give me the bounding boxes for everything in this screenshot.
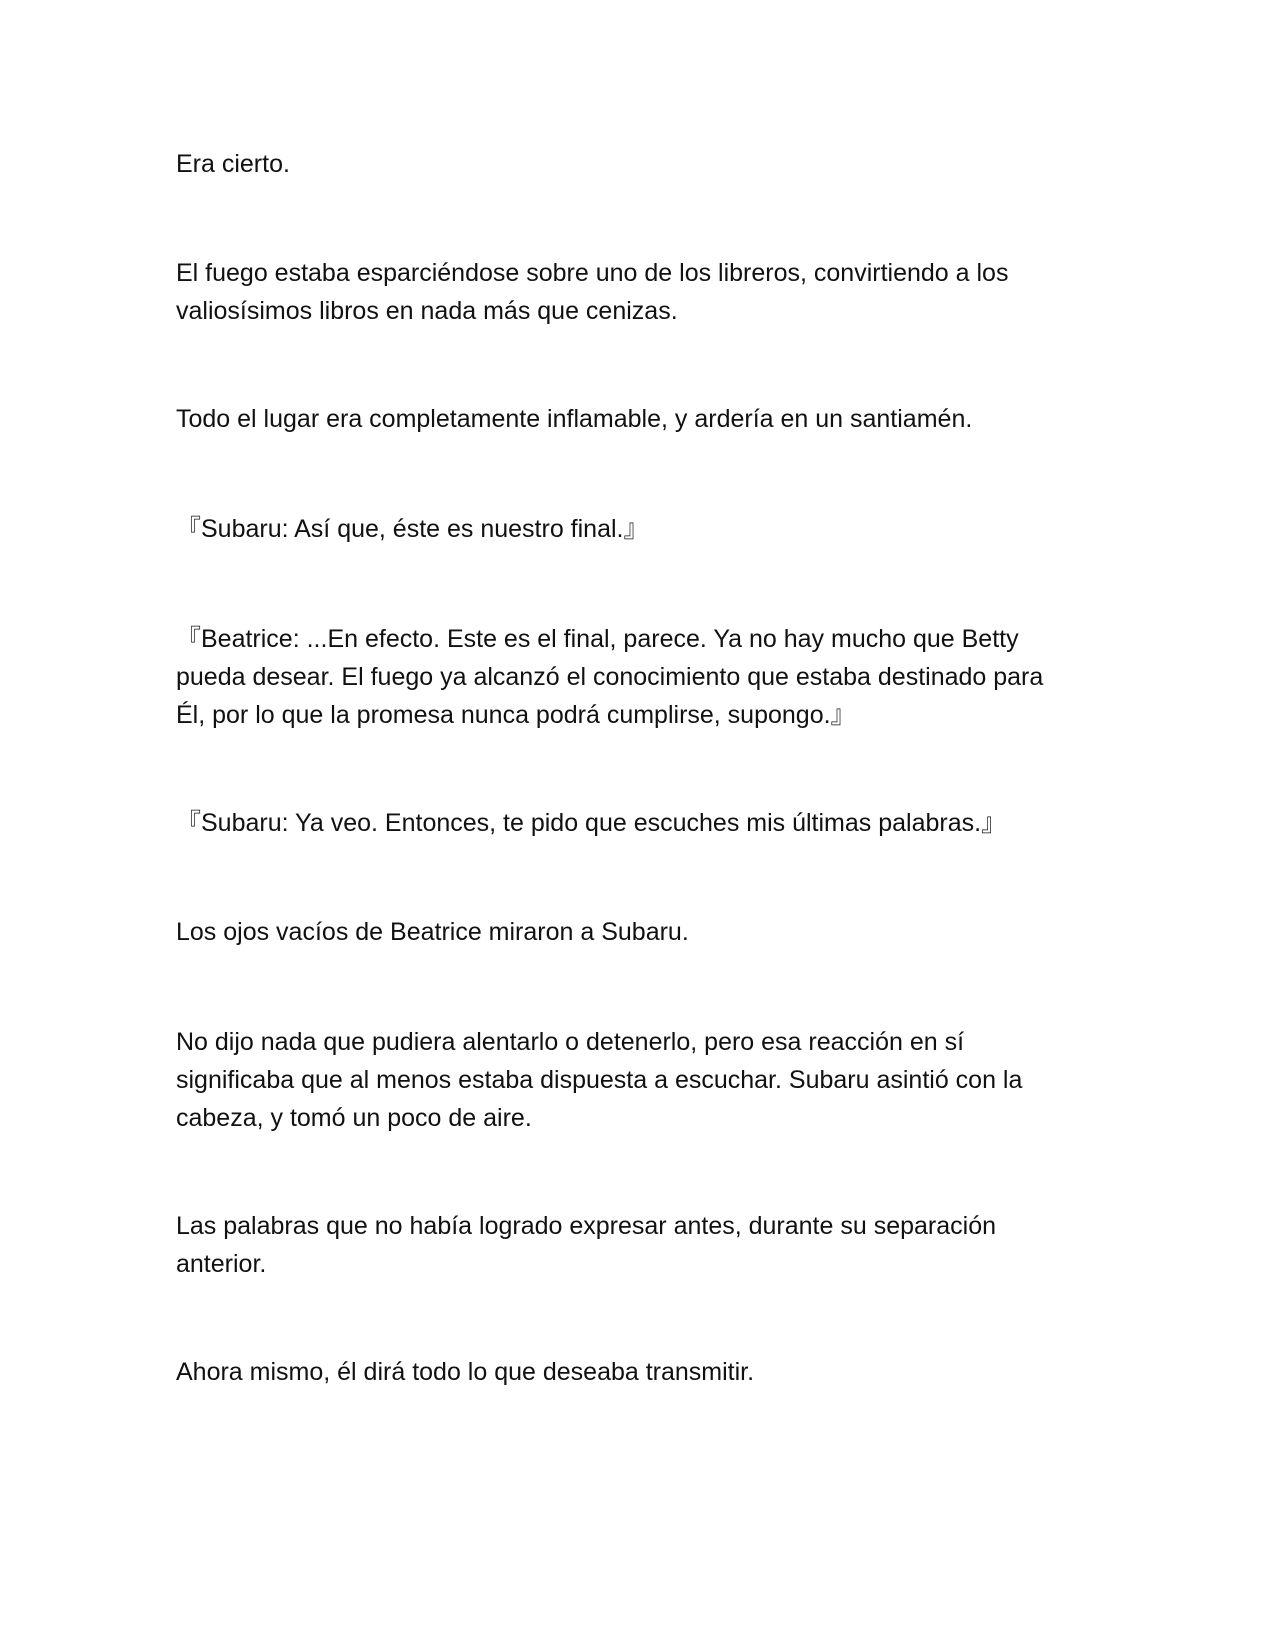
paragraph-line: 『Subaru: Así que, éste es nuestro final.』: [176, 515, 649, 543]
dialogue-beatrice: [176, 620, 1106, 734]
paragraph-line: Todo el lugar era completamente inflamable, y ardería en un santiamén.: [176, 405, 973, 433]
paragraph-line: valiosísimos libros en nada más que cenizas.: [176, 297, 678, 325]
paragraph-line: cabeza, y tomó un poco de aire.: [176, 1104, 532, 1132]
paragraph-line: 『Beatrice: ...En efecto. Este es el final, parece. Ya no hay mucho que Betty: [176, 625, 1019, 653]
paragraph-8: [176, 1023, 1106, 1137]
paragraph-9: [176, 1207, 1106, 1283]
dialogue-subaru-2: [176, 804, 1106, 842]
paragraph-line: El fuego estaba esparciéndose sobre uno de los libreros, convirtiendo a los: [176, 259, 1009, 287]
paragraph-2: [176, 254, 1106, 330]
paragraph-line: Las palabras que no había logrado expresar antes, durante su separación: [176, 1212, 997, 1240]
paragraph-1: [176, 145, 1106, 183]
paragraph-line: pueda desear. El fuego ya alcanzó el conocimiento que estaba destinado para: [176, 663, 1044, 691]
paragraph-line: significaba que al menos estaba dispuesta a escuchar. Subaru asintió con la: [176, 1066, 1023, 1094]
paragraph-line: Los ojos vacíos de Beatrice miraron a Subaru.: [176, 918, 689, 946]
paragraph-line: Era cierto.: [176, 150, 290, 178]
paragraph-line: Él, por lo que la promesa nunca podrá cumplirse, supongo.』: [176, 701, 856, 729]
paragraph-3: [176, 400, 1106, 438]
paragraph-line: 『Subaru: Ya veo. Entonces, te pido que escuches mis últimas palabras.』: [176, 809, 1007, 837]
paragraph-line: Ahora mismo, él dirá todo lo que deseaba transmitir.: [176, 1358, 755, 1386]
paragraph-10: [176, 1353, 1106, 1391]
dialogue-subaru-1: [176, 510, 1106, 548]
paragraph-line: No dijo nada que pudiera alentarlo o detenerlo, pero esa reacción en sí: [176, 1028, 965, 1056]
paragraph-7: [176, 913, 1106, 951]
paragraph-line: anterior.: [176, 1250, 267, 1278]
